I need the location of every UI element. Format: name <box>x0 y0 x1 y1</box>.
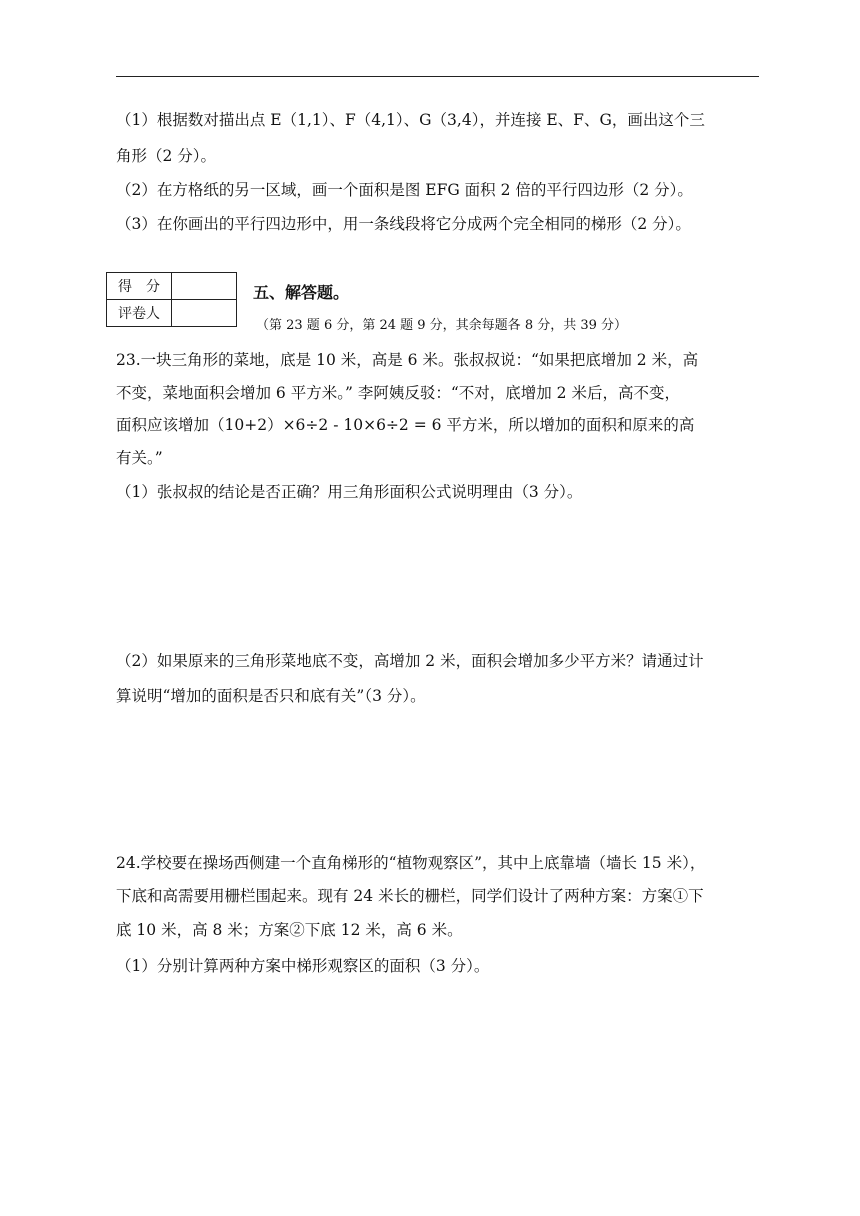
q24-stem-line2: 下底和高需要用栅栏围起来。现有 24 米长的栅栏，同学们设计了两种方案：方案①下 <box>116 887 704 905</box>
q23-stem-line3: 面积应该增加（10+2）×6÷2 - 10×6÷2 = 6 平方米，所以增加的面积和原来的高 <box>116 416 695 434</box>
score-box <box>106 272 237 327</box>
q23-part1: （1）张叔叔的结论是否正确？用三角形面积公式说明理由（3 分）。 <box>116 483 583 501</box>
section-note: （第 23 题 6 分，第 24 题 9 分，其余每题各 8 分，共 39 分） <box>256 318 628 333</box>
q23-stem-line1: 23.一块三角形的菜地，底是 10 米，高是 6 米。张叔叔说：“如果把底增加 2 米，高 <box>116 351 699 369</box>
section-title: 五、解答题。 <box>253 283 350 302</box>
q22-part3: （3）在你画出的平行四边形中，用一条线段将它分成两个完全相同的梯形（2 分）。 <box>116 215 691 233</box>
q23-part2-line2: 算说明“增加的面积是否只和底有关”（3 分）。 <box>116 687 426 705</box>
q24-part1: （1）分别计算两种方案中梯形观察区的面积（3 分）。 <box>116 957 490 975</box>
q23-part2-line1: （2）如果原来的三角形菜地底不变，高增加 2 米，面积会增加多少平方米？请通过计 <box>116 652 704 670</box>
grader-cell[interactable] <box>172 300 237 327</box>
q24-stem-line1: 24.学校要在操场西侧建一个直角梯形的“植物观察区”，其中上底靠墙（墙长 15 米）， <box>116 854 706 872</box>
q23-stem-line4: 有关。” <box>116 449 163 467</box>
score-cell[interactable] <box>172 273 237 300</box>
q22-part1-line2: 角形（2 分）。 <box>116 147 217 165</box>
grader-label: 评卷人 <box>107 300 172 327</box>
score-label: 得 分 <box>107 273 172 300</box>
q24-stem-line3: 底 10 米，高 8 米；方案②下底 12 米，高 6 米。 <box>116 921 463 939</box>
q22-part2: （2）在方格纸的另一区域，画一个面积是图 EFG 面积 2 倍的平行四边形（2 分）。 <box>116 181 693 199</box>
q23-stem-line2: 不变，菜地面积会增加 6 平方米。” 李阿姨反驳：“不对，底增加 2 米后，高不变， <box>116 384 680 402</box>
q22-part1-line1: （1）根据数对描出点 E（1,1）、F（4,1）、G（3,4），并连接 E、F、G，画出这个三 <box>116 111 705 129</box>
header-rule <box>116 76 759 77</box>
